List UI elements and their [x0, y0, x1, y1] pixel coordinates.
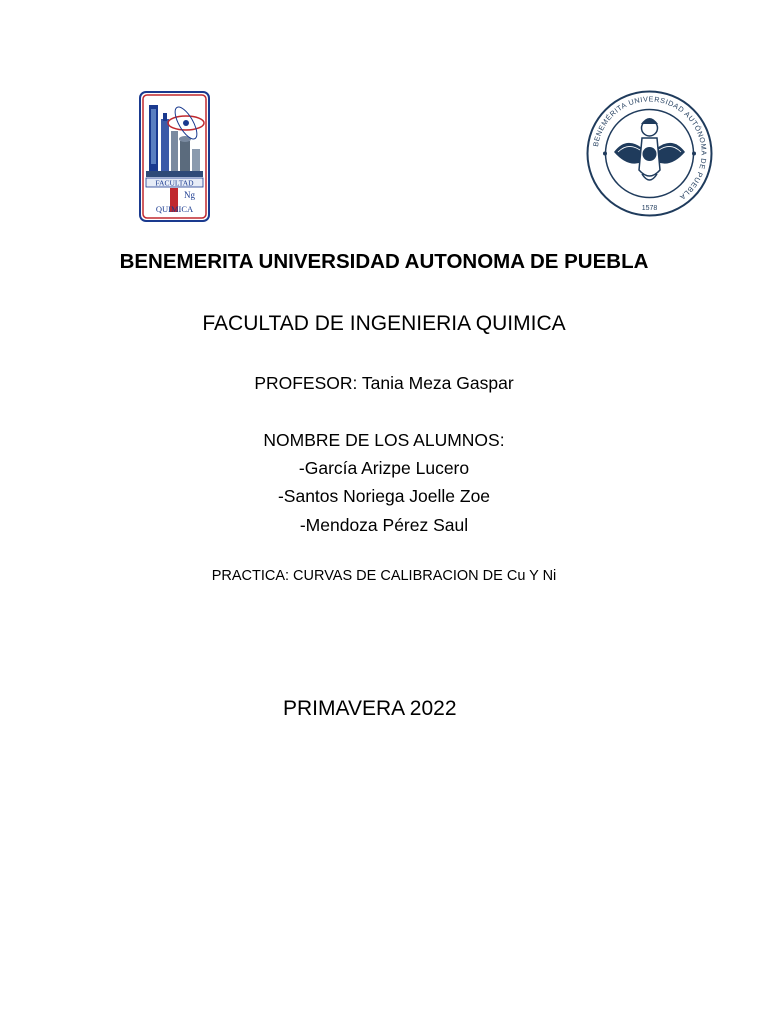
student-name: -Santos Noriega Joelle Zoe: [277, 486, 491, 506]
semester-label: PRIMAVERA 2022: [283, 697, 457, 720]
university-name: BENEMERITA UNIVERSIDAD AUTONOMA DE PUEBLA: [119, 250, 649, 273]
university-seal: [586, 90, 713, 217]
left-logo-text-top: FACULTAD: [155, 178, 194, 188]
seal-text: BENEMÉRITA UNIVERSIDAD AUTÓNOMA DE PUEBLA: [590, 94, 709, 203]
practice-title: PRACTICA: CURVAS DE CALIBRACION DE Cu Y Ni: [211, 568, 557, 584]
left-logo-text-bottom: QUIMICA: [155, 204, 194, 214]
students-heading: NOMBRE DE LOS ALUMNOS:: [263, 430, 505, 450]
faculty-name: FACULTAD DE INGENIERIA QUIMICA: [202, 312, 566, 335]
seal-year: 1578: [641, 205, 658, 212]
faculty-logo: [139, 91, 210, 222]
svg-text:Ng: Ng: [184, 190, 195, 200]
student-name: -García Arizpe Lucero: [298, 458, 470, 478]
professor-line: PROFESOR: Tania Meza Gaspar: [254, 373, 514, 393]
student-name: -Mendoza Pérez Saul: [299, 515, 469, 535]
